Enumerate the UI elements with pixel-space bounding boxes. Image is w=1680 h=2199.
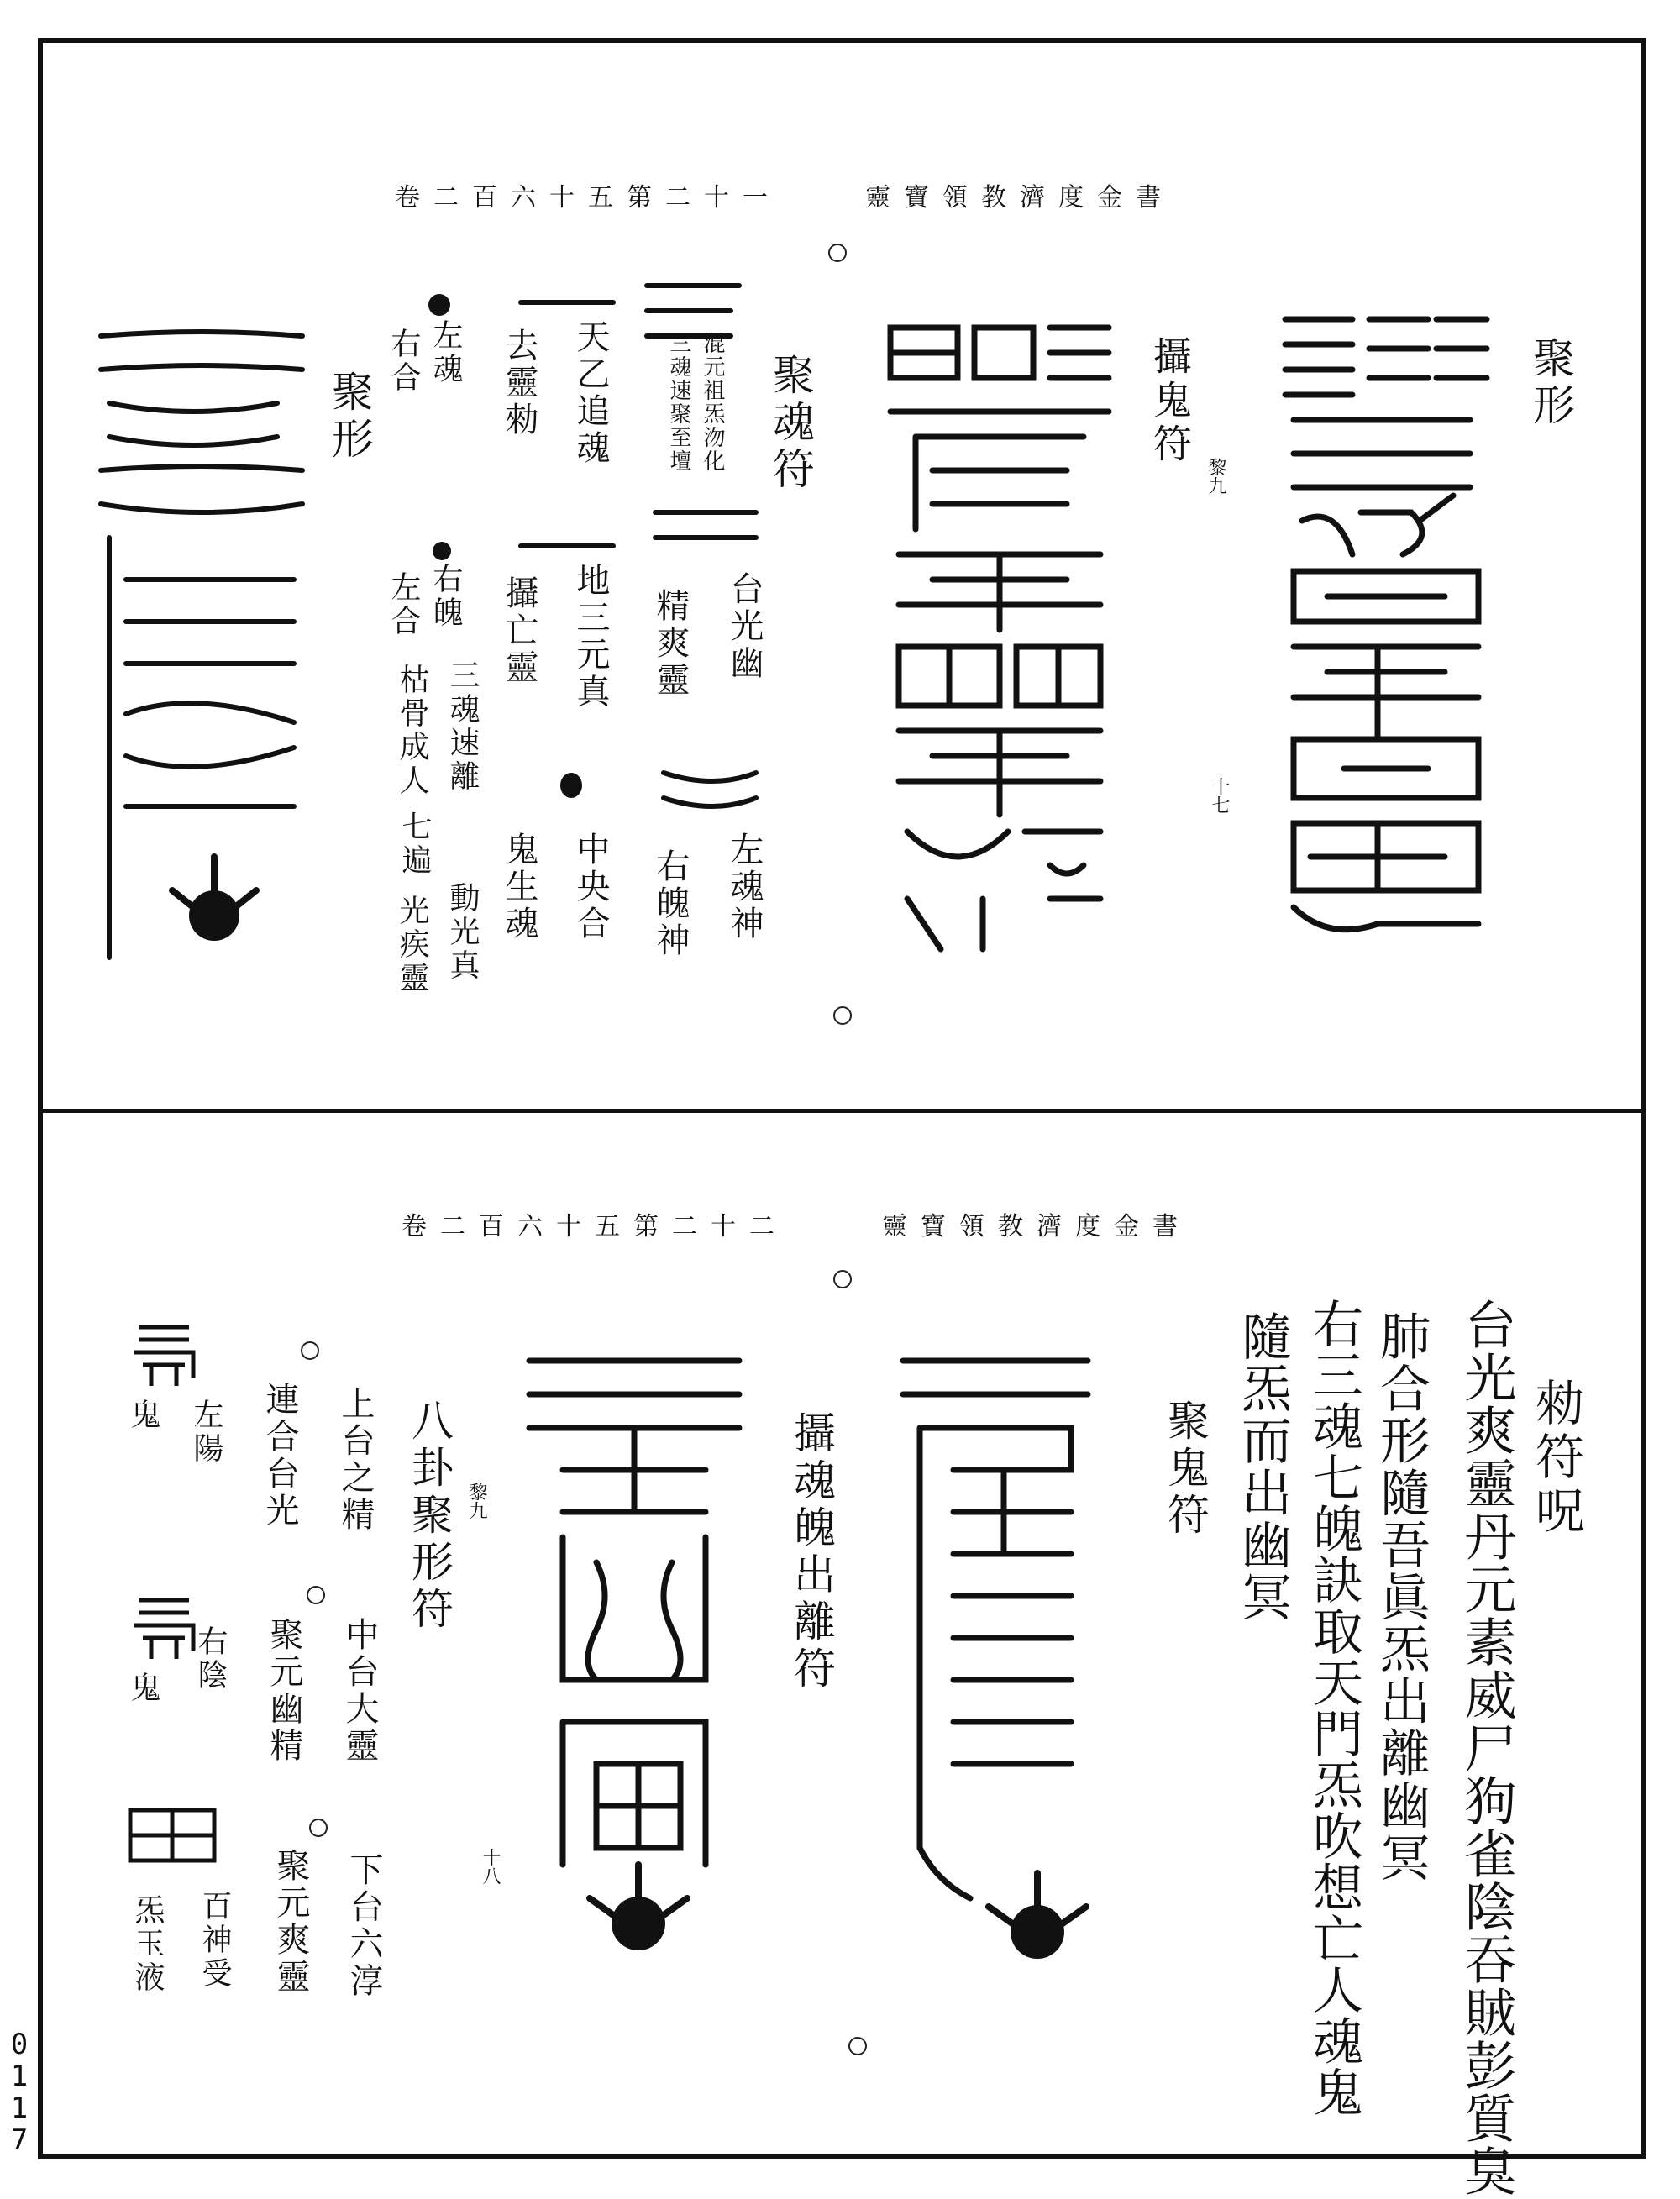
text-column: 左魂神 xyxy=(725,832,764,942)
side-page-number: 0117 xyxy=(10,2028,29,2157)
trigram-figure xyxy=(126,1319,202,1394)
circle-mark xyxy=(301,1341,319,1360)
text-column: 上台之精 xyxy=(336,1386,375,1534)
talisman-note: 黎九 xyxy=(1205,458,1226,495)
binding-hole xyxy=(828,244,847,262)
text-column: 鬼 xyxy=(126,1672,160,1705)
text-column: 枯骨成人 xyxy=(395,664,429,798)
incantation-column: 右三魂七魄訣取天門炁吹想亡人魂鬼 xyxy=(1305,1298,1363,2118)
text-column: 天乙追魂 xyxy=(571,319,610,467)
text-column: 下台六淳 xyxy=(344,1852,383,2000)
binding-hole xyxy=(848,2037,867,2055)
text-column: 右合 xyxy=(386,328,421,395)
text-column: 地三元真 xyxy=(571,563,610,711)
text-column: 光疾靈 xyxy=(395,895,429,995)
text-column: 左合 xyxy=(386,571,421,638)
text-column: 左陽 xyxy=(189,1399,223,1466)
text-column: 攝亡靈 xyxy=(500,575,538,686)
talisman-title: 聚形 xyxy=(325,370,374,464)
text-column: 連合台光 xyxy=(260,1382,299,1530)
ink-dot xyxy=(428,294,450,316)
text-column: 右魄 xyxy=(428,563,463,630)
page-number: 十七 xyxy=(1209,777,1230,814)
talisman-note: 黎九 xyxy=(466,1483,487,1519)
text-column: 聚元幽精 xyxy=(265,1617,303,1765)
text-column: 台光幽 xyxy=(725,571,764,682)
talisman-title: 攝魂魄出離符 xyxy=(787,1411,836,1693)
top-header-title: 靈寶領教濟度金書 xyxy=(865,183,1174,213)
circle-mark xyxy=(307,1586,325,1604)
ink-dot xyxy=(560,773,582,798)
text-column: 動光真 xyxy=(445,882,480,983)
page-divider xyxy=(38,1109,1646,1113)
text-column: 炁玉液 xyxy=(130,1894,165,1995)
text-column: 去靈勑 xyxy=(500,328,538,438)
talisman-title: 攝鬼符 xyxy=(1147,336,1193,467)
text-column: 鬼 xyxy=(126,1399,160,1432)
text-column: 三魂速離 xyxy=(445,659,480,794)
talisman-title: 聚魂符 xyxy=(766,353,815,494)
binding-hole xyxy=(833,1006,852,1025)
bottom-header-title: 靈寶領教濟度金書 xyxy=(882,1212,1191,1241)
talisman-title: 聚形 xyxy=(1526,336,1575,430)
talisman-seal-script xyxy=(882,311,1117,966)
incantation-column: 肺合形隨吾眞炁出離幽冥 xyxy=(1372,1310,1431,1883)
text-column: 右陰 xyxy=(193,1625,228,1693)
text-column: 七遍 xyxy=(397,811,432,878)
text-column: 精爽靈 xyxy=(651,588,690,699)
talisman-title: 聚鬼符 xyxy=(1161,1399,1210,1540)
text-column: 聚元爽靈 xyxy=(271,1848,310,1996)
field-figure xyxy=(126,1806,218,1865)
text-column: 百神受 xyxy=(197,1890,232,1991)
text-column: 中央合 xyxy=(571,832,610,942)
bottom-header-volume: 卷二百六十五第二十二 xyxy=(402,1212,788,1241)
text-column: 左魂 xyxy=(428,319,463,386)
text-column: 鬼生魂 xyxy=(500,832,538,942)
page-number: 十八 xyxy=(480,1848,501,1885)
text-column: 右魄神 xyxy=(651,848,690,959)
talisman-title: 八卦聚形符 xyxy=(405,1399,454,1634)
text-column: 中台大靈 xyxy=(340,1617,379,1765)
talisman-seal-script xyxy=(84,319,319,991)
incantation-column: 台光爽靈丹元素威尸狗雀陰吞賊彭質臭 xyxy=(1456,1298,1517,2197)
circle-mark xyxy=(309,1819,328,1837)
incantation-column: 隨炁而出幽冥 xyxy=(1233,1310,1292,1623)
text-column: 混元祖炁沕化 xyxy=(700,332,725,473)
incantation-title: 勑符呪 xyxy=(1527,1378,1584,1539)
text-column: 三魂速聚至壇 xyxy=(666,332,691,473)
talisman-seal-script xyxy=(886,1344,1105,1982)
ink-dot xyxy=(433,542,451,560)
talisman-seal-script xyxy=(1277,302,1495,958)
binding-hole xyxy=(833,1270,852,1288)
top-header-volume: 卷二百六十五第二十一 xyxy=(395,183,781,213)
talisman-seal-script xyxy=(512,1344,756,1965)
